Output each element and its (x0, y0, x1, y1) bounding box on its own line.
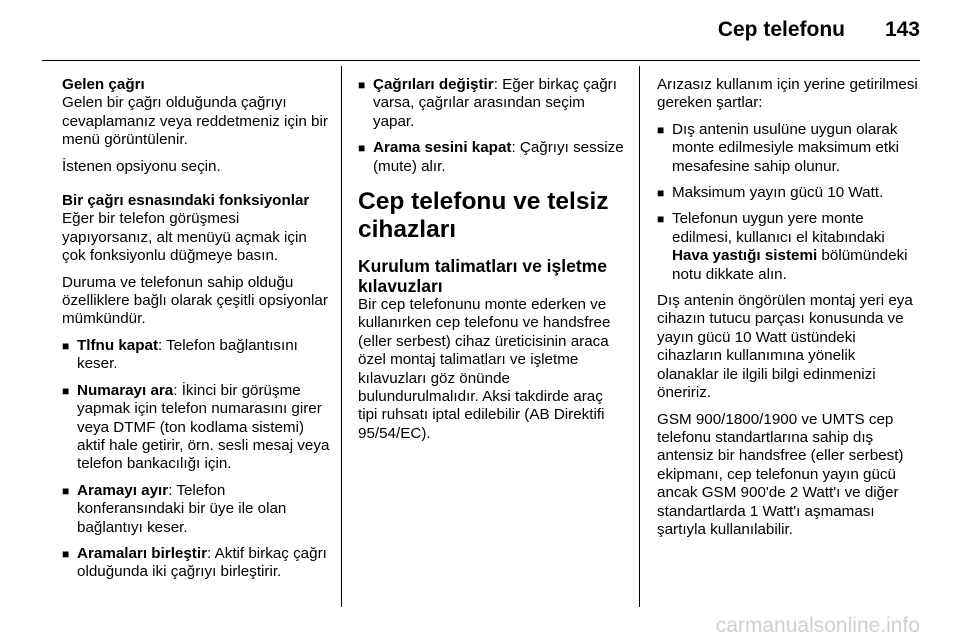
bullet-icon: ■ (62, 383, 70, 398)
bullet-term: Aramayı ayır (77, 481, 169, 499)
bullet-term: Çağrıları değiştir (373, 76, 494, 93)
bullet-text: : Telefon bağlantısını keser. (77, 336, 298, 373)
bullet-icon: ■ (358, 78, 366, 92)
list-item (358, 139, 624, 176)
bullet-term: Numarayı ara (77, 381, 174, 399)
chapter-title: Cep telefonu (717, 18, 845, 41)
bullet-text: : Telefon konferansındaki bir üye ile olan bağlantıyı keser. (77, 481, 287, 536)
bullet-icon: ■ (657, 122, 665, 137)
bullet-text: : Çağrıyı sessize (mute) alır. (373, 139, 624, 175)
list-item (62, 382, 332, 474)
bullet-icon: ■ (657, 212, 665, 227)
conditions-intro: Arızasız kullanım için yerine getirilmesi gereken şartlar: (657, 76, 918, 112)
column-middle (358, 76, 624, 451)
list-item (62, 545, 332, 582)
column-left (62, 76, 332, 590)
bullet-icon: ■ (358, 141, 366, 156)
during-call-heading: Bir çağrı esnasındaki fonksiyonlar (62, 192, 310, 210)
list-item (62, 482, 332, 537)
watermark: carmanualsonline.info (715, 614, 920, 637)
bullet-text: bölümündeki notu dikkate alın. (672, 247, 908, 283)
column-divider-2 (639, 66, 640, 607)
antenna-info-text: Dış antenin öngörülen montaj yeri eya cihazın tutucu parçası konusunda ve yayın gücü 10 Watt üstündeki cihazların kullanımına yönelik olanaklar ile ilgili bilgi edinmenizi öneririz. (657, 292, 913, 402)
bullet-text: Maksimum yayın gücü 10 Watt. (672, 184, 884, 202)
bullet-text: : Eğer birkaç çağrı varsa, çağrılar arasından seçim yapar. (373, 76, 617, 130)
list-item (358, 76, 624, 131)
select-option-text: İstenen opsiyonu seçin. (62, 157, 221, 175)
bullet-icon: ■ (657, 186, 665, 201)
bullet-term: Arama sesini kapat (373, 139, 512, 157)
bullet-text: Telefonun uygun yere monte edilmesi, kullanıcı el kitabındaki (672, 210, 885, 246)
bullet-term: Tlfnu kapat (77, 336, 159, 354)
bullet-text: : İkinci bir görüşme yapmak için telefon numarasını girer veya DTMF (ton kodlama sistemi) aktif hale getirir, örn. sesli mesaj veya telefon bankacılığı için. (77, 381, 330, 473)
bullet-term: Aramaları birleştir (77, 544, 207, 562)
column-divider-1 (341, 66, 342, 607)
column-right (657, 76, 919, 547)
during-call-text: Eğer bir telefon görüşmesi yapıyorsanız, alt menüyü açmak için çok fonksiyonlu düğmeye basın. (62, 210, 307, 265)
gsm-info-text: GSM 900/1800/1900 ve UMTS cep telefonu standartlarına sahip dış antensiz bir handsfree (eller serbest) ekipmanı, cep telefonun yayın gücü ancak GSM 900'de 2 Watt'ı ve diğer standartlarda 1 Watt'ı aşmaması şartıyla kullanılabilir. (657, 410, 904, 538)
install-text: Bir cep telefonunu monte ederken ve kullanırken cep telefonu ve handsfree (eller serbest) cihaz üreticisinin araca özel montaj talimatları ve işletme kılavuzları göz önünde bulundurulmalıdır. Aksi takdirde araç tipi ruhsatı iptal edilebilir (AB Direktifi 95/54/EC). (358, 296, 611, 442)
bullet-text: Dış antenin usulüne uygun olarak monte edilmesiyle maksimum etki mesafesine sahip olunur. (672, 120, 900, 175)
incoming-call-text: Gelen bir çağrı olduğunda çağrıyı cevaplamanız veya reddetmeniz için bir menü görüntülenir. (62, 94, 328, 149)
list-item (657, 121, 919, 176)
bullet-icon: ■ (62, 338, 70, 353)
section-heading: Cep telefonu ve telsiz cihazları (358, 188, 609, 244)
incoming-call-heading: Gelen çağrı (62, 76, 145, 93)
list-item (657, 184, 919, 202)
sub-heading: Kurulum talimatları ve işletme kılavuzları (358, 256, 607, 297)
bullet-text: : Aktif birkaç çağrı olduğunda iki çağrıyı birleştirir. (77, 544, 327, 581)
options-text: Duruma ve telefonun sahip olduğu özelliklere bağlı olarak çeşitli opsiyonlar mümkündür. (62, 273, 328, 328)
list-item (657, 210, 919, 284)
bullet-icon: ■ (62, 483, 70, 498)
bullet-term: Hava yastığı sistemi (672, 247, 818, 265)
page-number: 143 (884, 18, 920, 41)
list-item (62, 337, 332, 374)
bullet-icon: ■ (62, 546, 70, 561)
header-divider (42, 60, 920, 61)
